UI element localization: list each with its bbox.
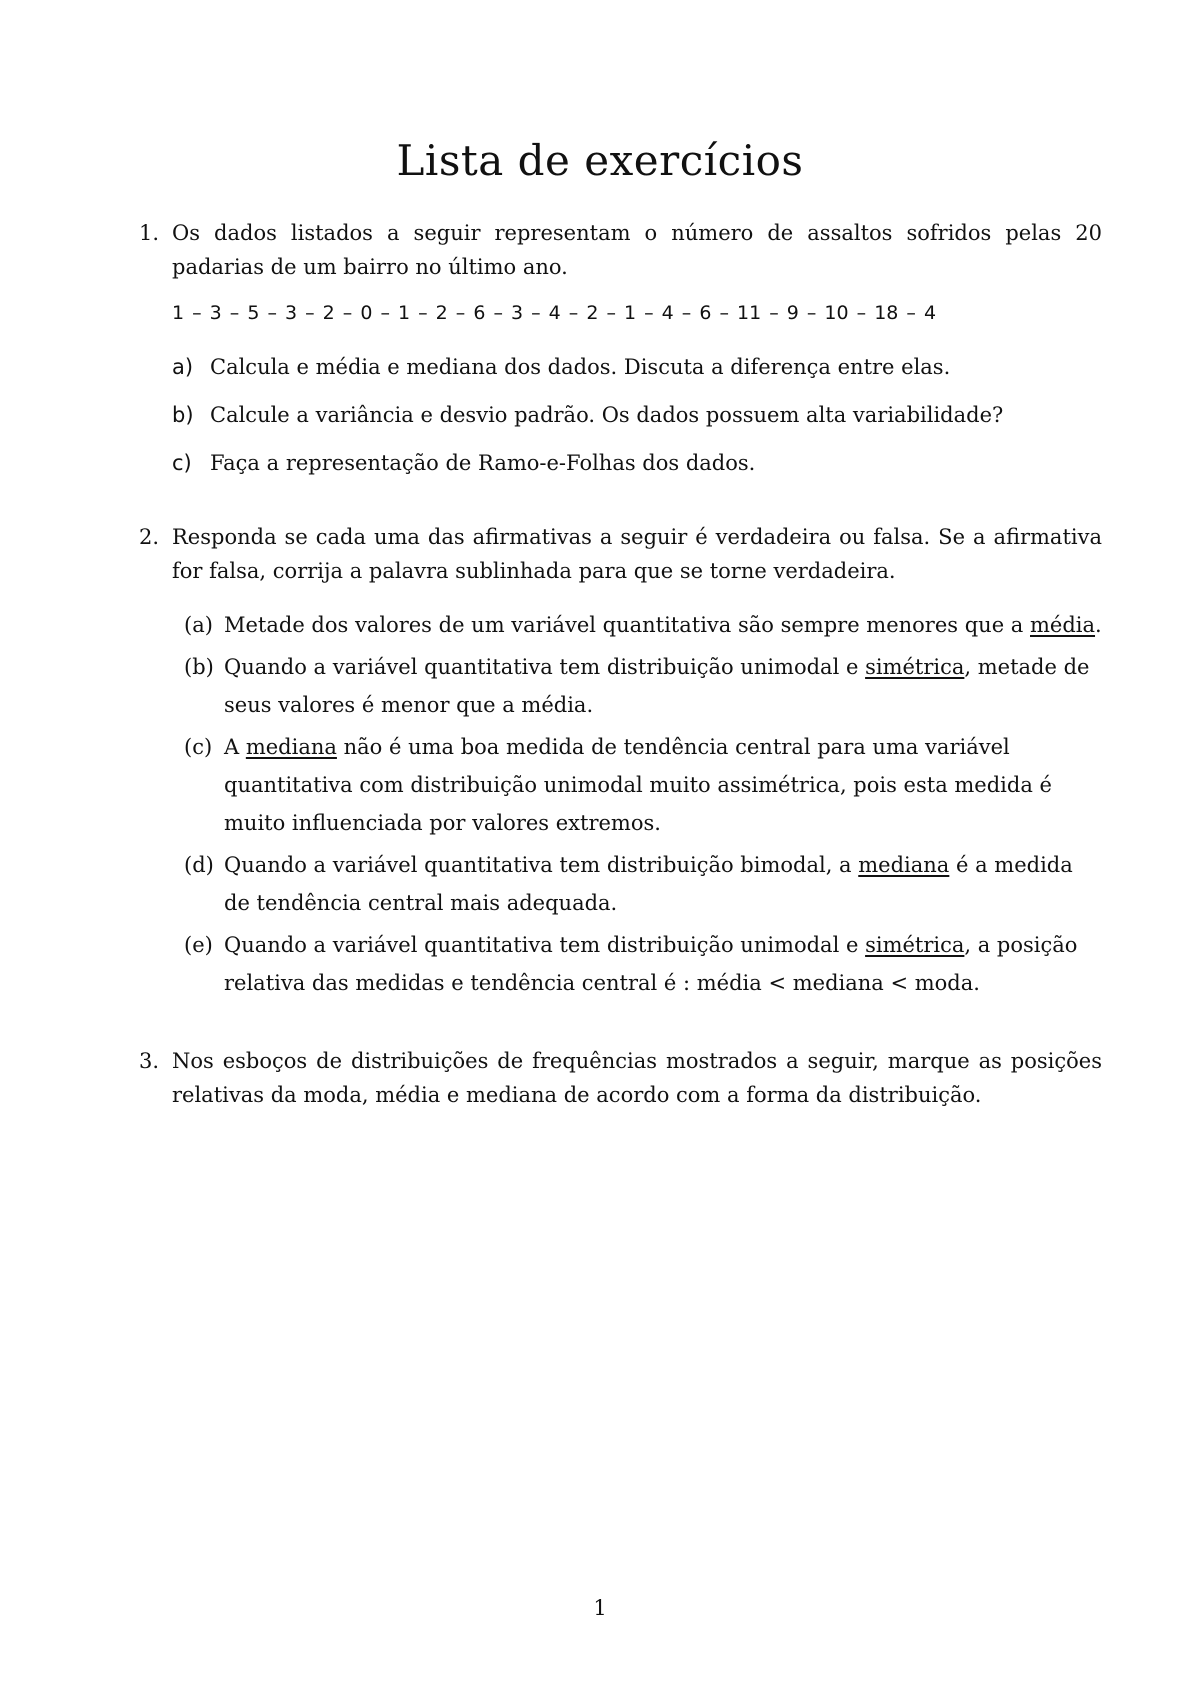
statement-c [172, 728, 1102, 842]
document-title: Lista de exercícios [396, 136, 804, 185]
statement-label: (d) [184, 853, 214, 877]
statement-text-pre: Quando a variável quantitativa tem distribuição unimodal e [224, 655, 866, 679]
question-1-item-b [172, 398, 1102, 432]
statement-text-post: , a posição relativa das medidas e tendência central é : média < mediana < moda. [224, 933, 1078, 995]
statement-b [172, 648, 1102, 724]
statement-text-pre: A [224, 735, 246, 759]
underlined-word: simétrica [865, 655, 965, 679]
statement-text-pre: Metade dos valores de um variável quantitativa são sempre menores que a [224, 613, 1030, 637]
statement-label: (a) [184, 613, 213, 637]
statement-text-post: , metade de seus valores é menor que a média. [224, 655, 1090, 717]
item-text: Faça a representação de Ramo-e-Folhas dos dados. [210, 451, 756, 475]
item-label: c) [172, 451, 192, 475]
statement-d [172, 846, 1102, 922]
statement-label: (e) [184, 933, 213, 957]
question-1-number: 1. [139, 221, 160, 245]
data-sequence: 1 – 3 – 5 – 3 – 2 – 0 – 1 – 2 – 6 – 3 – 4 – 2 – 1 – 4 – 6 – 11 – 9 – 10 – 18 – 4 [172, 302, 937, 324]
question-2-number: 2. [139, 525, 160, 549]
question-3-text: Nos esboços de distribuições de frequências mostrados a seguir, marque as posições relativas da moda, média e mediana de acordo com a forma da distribuição. [172, 1049, 1102, 1107]
statement-label: (c) [184, 735, 213, 759]
question-3-number: 3. [139, 1049, 160, 1073]
statement-text-post: . [1095, 613, 1102, 637]
question-1-item-c [172, 446, 1102, 480]
item-text: Calcula e média e mediana dos dados. Discuta a diferença entre elas. [210, 355, 951, 379]
statement-text-pre: Quando a variável quantitativa tem distribuição bimodal, a [224, 853, 859, 877]
underlined-word: simétrica [865, 933, 965, 957]
question-2 [139, 520, 1102, 1002]
statement-text-pre: Quando a variável quantitativa tem distribuição unimodal e [224, 933, 866, 957]
item-label: b) [172, 403, 194, 427]
question-1-item-a [172, 350, 1102, 384]
question-1-text: Os dados listados a seguir representam o número de assaltos sofridos pelas 20 padarias de um bairro no último ano. [172, 221, 1102, 279]
question-3 [139, 1044, 1102, 1112]
statement-label: (b) [184, 655, 214, 679]
statement-text-post: é a medida de tendência central mais adequada. [224, 853, 1073, 915]
underlined-word: mediana [858, 853, 950, 877]
underlined-word: mediana [245, 735, 337, 759]
item-label: a) [172, 355, 194, 379]
question-1 [139, 216, 1102, 480]
statement-text-post: não é uma boa medida de tendência central para uma variável quantitativa com distribuição unimodal muito assimétrica, pois esta medida é muito influenciada por valores extremos. [224, 735, 1052, 835]
item-text: Calcule a variância e desvio padrão. Os dados possuem alta variabilidade? [210, 403, 1004, 427]
page-number: 1 [593, 1596, 607, 1620]
statement-a [172, 606, 1102, 644]
underlined-word: média [1030, 613, 1096, 637]
question-2-text: Responda se cada uma das afirmativas a seguir é verdadeira ou falsa. Se a afirmativa for falsa, corrija a palavra sublinhada para que se torne verdadeira. [172, 525, 1102, 583]
statement-e [172, 926, 1102, 1002]
